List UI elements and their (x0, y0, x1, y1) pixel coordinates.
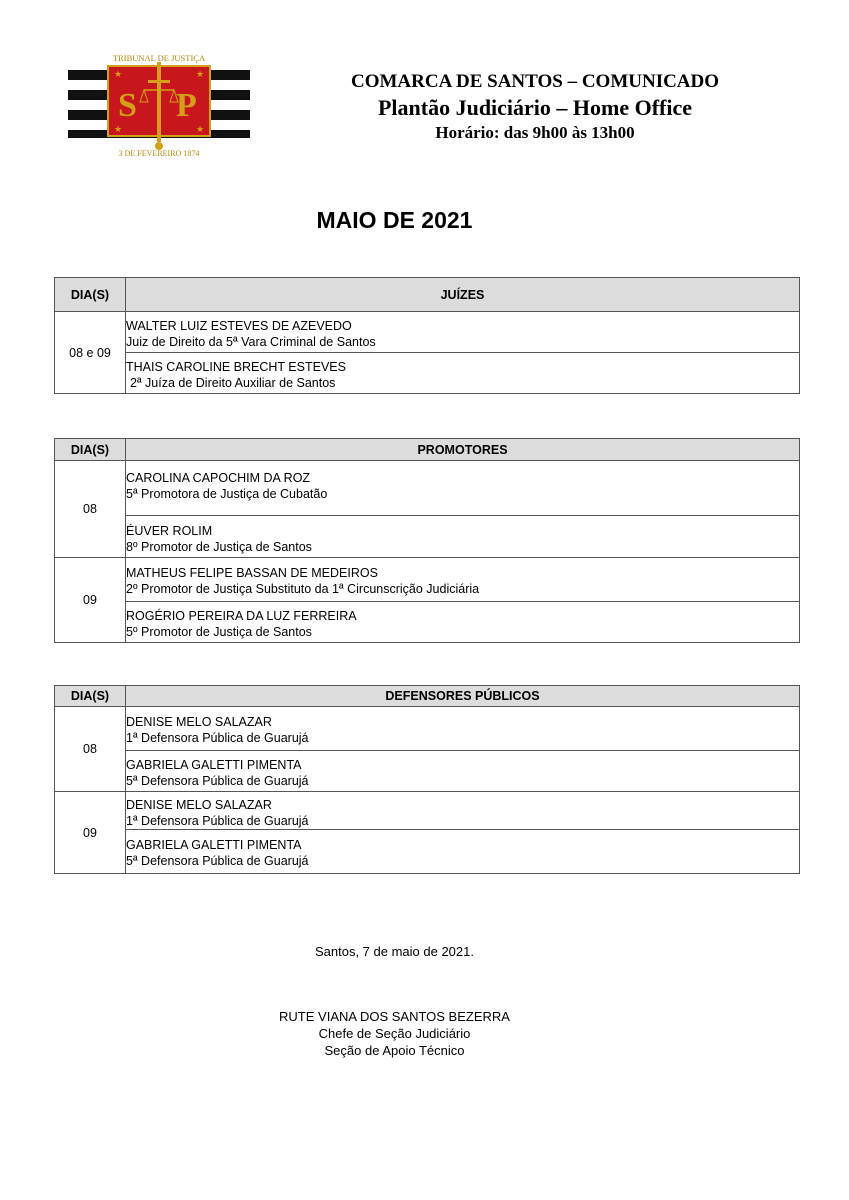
signer-title: Chefe de Seção Judiciário (318, 1026, 471, 1041)
person-role: Juiz de Direito da 5ª Vara Criminal de Santos (126, 335, 376, 349)
person-cell (126, 830, 800, 874)
person-role: 8º Promotor de Justiça de Santos (126, 540, 312, 554)
person-cell (126, 792, 800, 830)
person-cell (126, 353, 800, 394)
table-row (55, 312, 800, 353)
person-cell (126, 707, 800, 751)
signature-block (0, 1008, 789, 1059)
table-row (55, 707, 800, 751)
person-name: WALTER LUIZ ESTEVES DE AZEVEDO (126, 319, 352, 333)
promotores-table (54, 438, 800, 643)
person-name: MATHEUS FELIPE BASSAN DE MEDEIROS (126, 566, 378, 580)
date-line: Santos, 7 de maio de 2021. (314, 944, 474, 959)
person-cell (126, 516, 800, 558)
day-cell: 08 (55, 461, 126, 558)
table-row (55, 558, 800, 602)
svg-text:TRIBUNAL DE JUSTIÇA: TRIBUNAL DE JUSTIÇA (112, 53, 206, 63)
svg-text:P: P (176, 87, 197, 124)
person-cell (126, 312, 800, 353)
table-row (55, 830, 800, 874)
person-cell (126, 602, 800, 643)
person-name: DENISE MELO SALAZAR (126, 798, 272, 812)
person-name: ROGÉRIO PEREIRA DA LUZ FERREIRA (126, 609, 357, 623)
col-header-defensores: DEFENSORES PÚBLICOS (126, 686, 800, 707)
person-role: 5ª Defensora Pública de Guarujá (126, 854, 309, 868)
person-cell (126, 558, 800, 602)
day-cell: 09 (55, 792, 126, 874)
person-role: 1ª Defensora Pública de Guarujá (126, 814, 309, 828)
person-name: GABRIELA GALETTI PIMENTA (126, 758, 302, 772)
col-header-day: DIA(S) (55, 686, 126, 707)
svg-text:★: ★ (196, 69, 205, 79)
person-role: 5ª Defensora Pública de Guarujá (126, 774, 309, 788)
signer-name: RUTE VIANA DOS SANTOS BEZERRA (279, 1009, 510, 1024)
person-name: ÉUVER ROLIM (126, 524, 213, 538)
month-title: MAIO DE 2021 (316, 207, 473, 233)
table-header-row (55, 278, 800, 312)
day-cell: 08 e 09 (55, 312, 126, 394)
col-header-juizes: JUÍZES (126, 278, 800, 312)
svg-text:3 DE FEVEREIRO 1874: 3 DE FEVEREIRO 1874 (118, 149, 200, 158)
svg-text:★: ★ (196, 124, 205, 134)
person-role: 2ª Juíza de Direito Auxiliar de Santos (130, 376, 336, 390)
header-line-comarca: COMARCA DE SANTOS – COMUNICADO (350, 71, 720, 92)
person-role: 1ª Defensora Pública de Guarujá (126, 731, 309, 745)
day-cell: 08 (55, 707, 126, 792)
person-cell (126, 751, 800, 792)
table-row (55, 516, 800, 558)
person-role: 5ª Promotora de Justiça de Cubatão (126, 487, 328, 501)
header-line-horario: Horário: das 9h00 às 13h00 (435, 123, 635, 142)
svg-text:★: ★ (114, 69, 123, 79)
document-header (300, 70, 770, 144)
svg-text:S: S (118, 87, 137, 124)
person-name: DENISE MELO SALAZAR (126, 715, 272, 729)
header-line-plantao: Plantão Judiciário – Home Office (377, 95, 693, 120)
person-role: 2º Promotor de Justiça Substituto da 1ª Circunscrição Judiciária (126, 582, 480, 596)
table-header-row (55, 439, 800, 461)
col-header-day: DIA(S) (55, 439, 126, 461)
table-row (55, 353, 800, 394)
defensores-table (54, 685, 800, 874)
col-header-promotores: PROMOTORES (126, 439, 800, 461)
juizes-table (54, 277, 800, 394)
person-role: 5º Promotor de Justiça de Santos (126, 625, 312, 639)
table-row (55, 461, 800, 516)
person-name: CAROLINA CAPOCHIM DA ROZ (126, 471, 311, 485)
table-row (55, 751, 800, 792)
table-row (55, 792, 800, 830)
table-header-row (55, 686, 800, 707)
person-name: GABRIELA GALETTI PIMENTA (126, 838, 302, 852)
col-header-day: DIA(S) (55, 278, 126, 312)
table-row (55, 602, 800, 643)
day-cell: 09 (55, 558, 126, 643)
person-name: THAIS CAROLINE BRECHT ESTEVES (126, 360, 346, 374)
svg-text:★: ★ (114, 124, 123, 134)
person-cell (126, 461, 800, 516)
signer-department: Seção de Apoio Técnico (324, 1043, 465, 1058)
tjsp-logo (66, 50, 252, 160)
